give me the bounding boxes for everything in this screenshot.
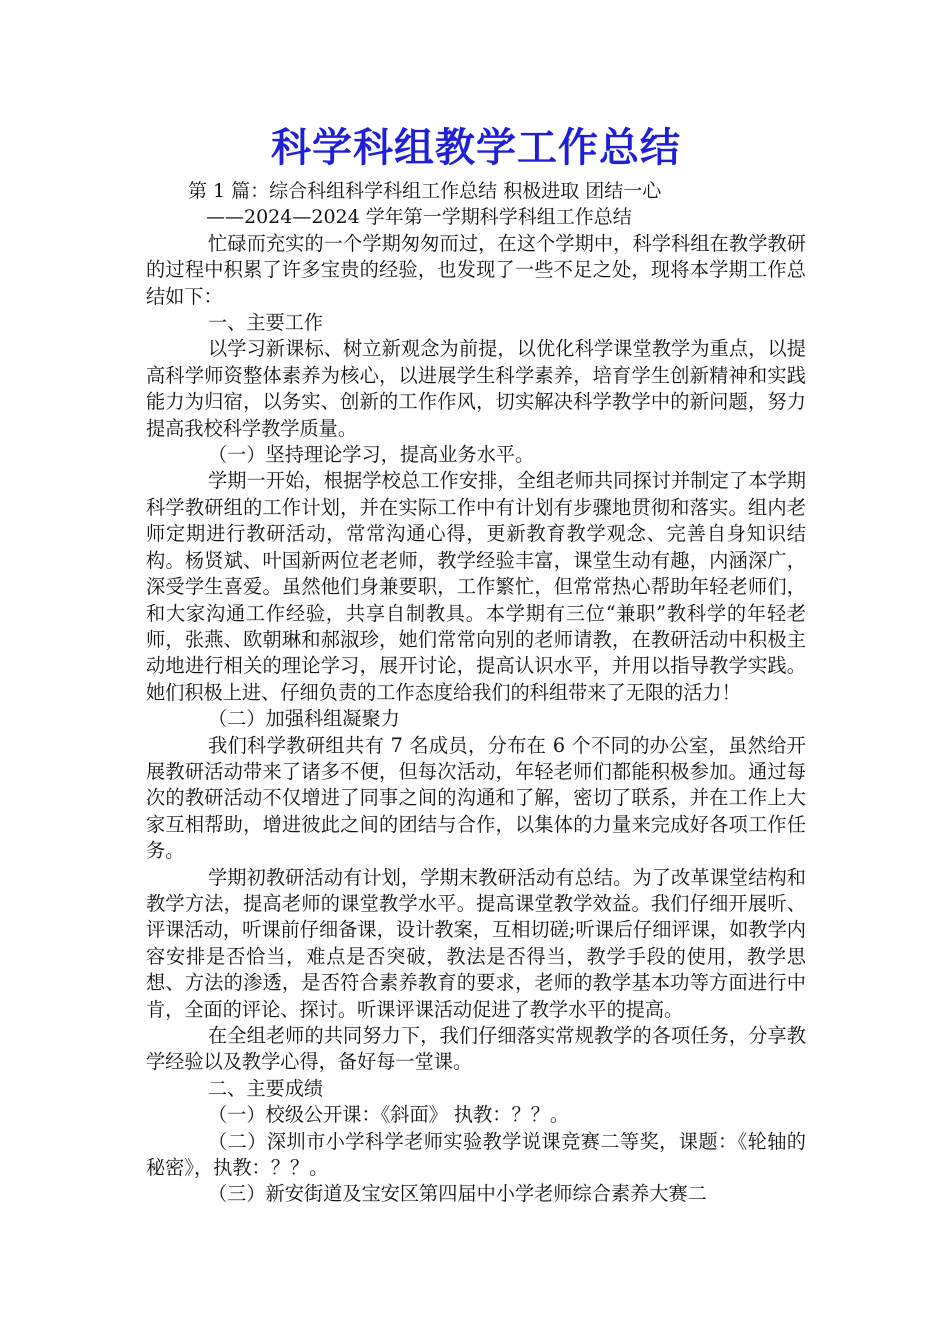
subsection-heading-theory-study: （一）坚持理论学习，提高业务水平。 — [208, 443, 535, 467]
section-heading-main-work: 一、主要工作 — [208, 311, 324, 335]
cohesion-paragraph-3: 在全组老师的共同努力下，我们仔细落实常规教学的各项任务，分享教学经验以及教学心得，备好每一堂课。 — [146, 1024, 806, 1074]
cohesion-paragraph-2: 学期初教研活动有计划，学期末教研活动有总结。为了改革课堂结构和教学方法，提高老师的课堂教学水平。提高课堂教学效益。我们仔细开展听、评课活动，听课前仔细备课，设计教案，互相切磋;听课后仔细评课，如教学内容安排是否恰当，难点是否突破，教法是否得当，教学手段的使用，教学思想、方法的渗透，是否符合素养教育的要求，老师的教学基本功等方面进行中肯，全面的评论、探讨。听课评课活动促进了教学水平的提高。 — [146, 865, 806, 1021]
achievement-item-2: （二）深圳市小学科学老师实验教学说课竞赛二等奖，课题：《轮轴的秘密》，执教：？？。 — [146, 1129, 806, 1180]
cohesion-paragraph-1: 我们科学教研组共有 7 名成员，分布在 6 个不同的办公室，虽然给开展教研活动带来了诸多不便，但每次活动，年轻老师们都能积极参加。通过每次的教研活动不仅增进了同事之间的沟通和了解，密切了联系，并在工作上大家互相帮助，增进彼此之间的团结与合作，以集体的力量来完成好各项工作任务。 — [146, 733, 806, 863]
achievement-item-3: （三）新安街道及宝安区第四届中小学老师综合素养大赛二 — [208, 1182, 707, 1206]
intro-paragraph: 忙碌而充实的一个学期匆匆而过，在这个学期中，科学科组在教学教研的过程中积累了许多宝贵的经验，也发现了一些不足之处，现将本学期工作总结如下： — [146, 231, 806, 308]
theory-study-paragraph: 学期一开始，根据学校总工作安排，全组老师共同探讨并制定了本学期科学教研组的工作计划，并在实际工作中有计划有步骤地贯彻和落实。组内老师定期进行教研活动，常常沟通心得，更新教育教学观念、完善自身知识结构。杨贤斌、叶国新两位老老师，教学经验丰富，课堂生动有趣，内涵深广，深受学生喜爱。虽然他们身兼要职，工作繁忙，但常常热心帮助年轻老师们，和大家沟通工作经验，共享自制教具。本学期有三位“兼职”教科学的年轻老师，张燕、欧朝琳和郝淑珍，她们常常向别的老师请教，在教研活动中积极主动地进行相关的理论学习，展开讨论，提高认识水平，并用以指导教学实践。她们积极上进、仔细负责的工作态度给我们的科组带来了无限的活力！ — [146, 469, 806, 704]
document-page — [146, 118, 806, 1208]
main-work-paragraph: 以学习新课标、树立新观念为前提，以优化科学课堂教学为重点，以提高科学师资整体素养为核心，以进展学生科学素养，培育学生创新精神和实践能力为归宿，以务实、创新的工作作风，切实解决科学教学中的新问题，努力提高我校科学教学质量。 — [146, 337, 806, 440]
section-heading-achievements: 二、主要成绩 — [208, 1076, 324, 1100]
achievement-item-1: （一）校级公开课：《斜面》 执教：？？。 — [208, 1103, 570, 1127]
subsection-heading-cohesion: （二）加强科组凝聚力 — [208, 707, 400, 731]
article-subheading: ——2024—2024 学年第一学期科学科组工作总结 — [206, 206, 632, 229]
article-subtitle: 第 1 篇：综合科组科学科组工作总结 积极进取 团结一心 — [188, 180, 662, 202]
document-title: 科学科组教学工作总结 — [271, 125, 681, 171]
